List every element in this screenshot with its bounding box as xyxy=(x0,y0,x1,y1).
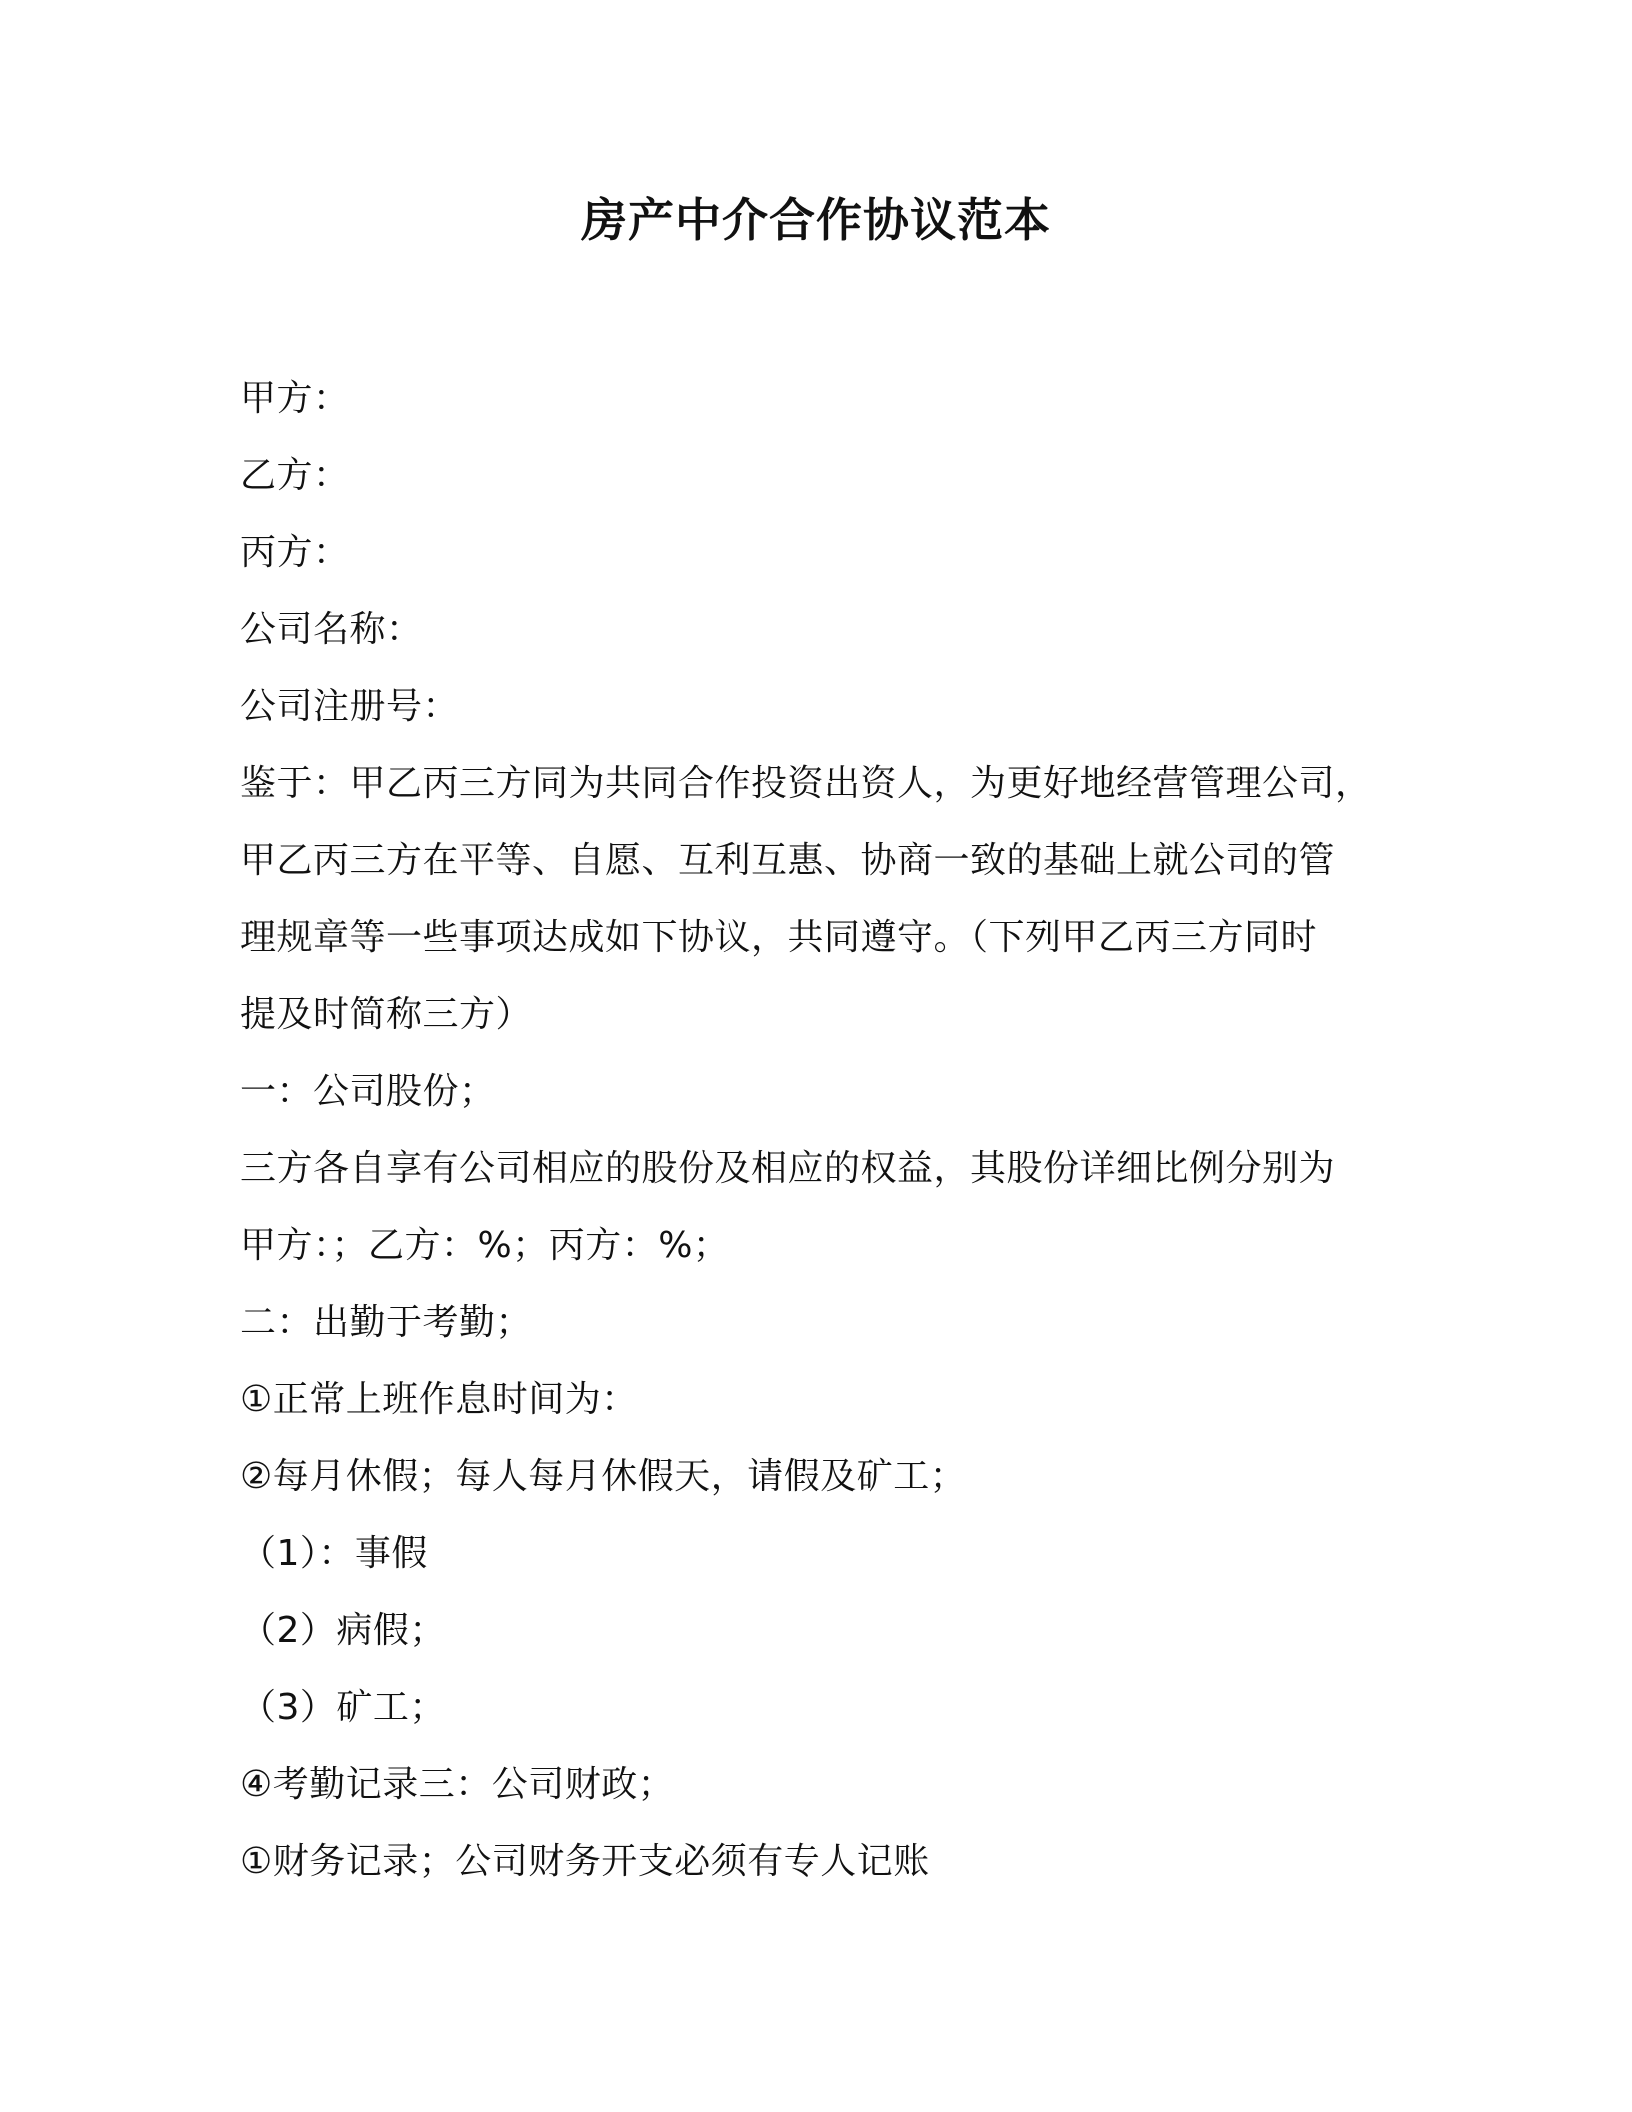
sick-leave-item: （2）病假； xyxy=(240,1610,446,1651)
preamble-line-2: 甲乙丙三方在平等、自愿、互利互惠、协商一致的基础上就公司的管 xyxy=(240,840,1336,881)
monthly-leave-item: ②每月休假；每人每月休假天，请假及矿工； xyxy=(240,1456,967,1497)
section-2-heading: 二：出勤于考勤； xyxy=(240,1302,533,1343)
party-c-line: 丙方： xyxy=(240,532,350,573)
company-name-line: 公司名称： xyxy=(240,609,423,650)
company-registration-line: 公司注册号： xyxy=(240,686,460,727)
preamble-line-1: 鉴于：甲乙丙三方同为共同合作投资出资人，为更好地经营管理公司， xyxy=(240,763,1372,804)
document-body xyxy=(240,360,1400,1900)
section-1-text-line-1: 三方各自享有公司相应的股份及相应的权益，其股份详细比例分别为 xyxy=(240,1148,1336,1189)
document-title: 房产中介合作协议范本 xyxy=(581,193,1051,247)
work-hours-item: ①正常上班作息时间为： xyxy=(240,1379,638,1420)
section-1-heading: 一：公司股份； xyxy=(240,1071,496,1112)
section-1-text-line-2: 甲方：；乙方：%；丙方：%； xyxy=(240,1225,730,1266)
personal-leave-item: （1）：事假 xyxy=(240,1533,428,1574)
party-b-line: 乙方： xyxy=(240,455,350,496)
financial-record-item: ①财务记录；公司财务开支必须有专人记账 xyxy=(240,1841,930,1882)
attendance-record-item: ④考勤记录三：公司财政； xyxy=(240,1764,675,1805)
preamble-line-3: 理规章等一些事项达成如下协议，共同遵守。（下列甲乙丙三方同时 xyxy=(240,917,1318,958)
absence-item: （3）矿工； xyxy=(240,1687,446,1728)
party-a-line: 甲方： xyxy=(240,378,350,419)
preamble-line-4: 提及时简称三方） xyxy=(240,994,533,1035)
